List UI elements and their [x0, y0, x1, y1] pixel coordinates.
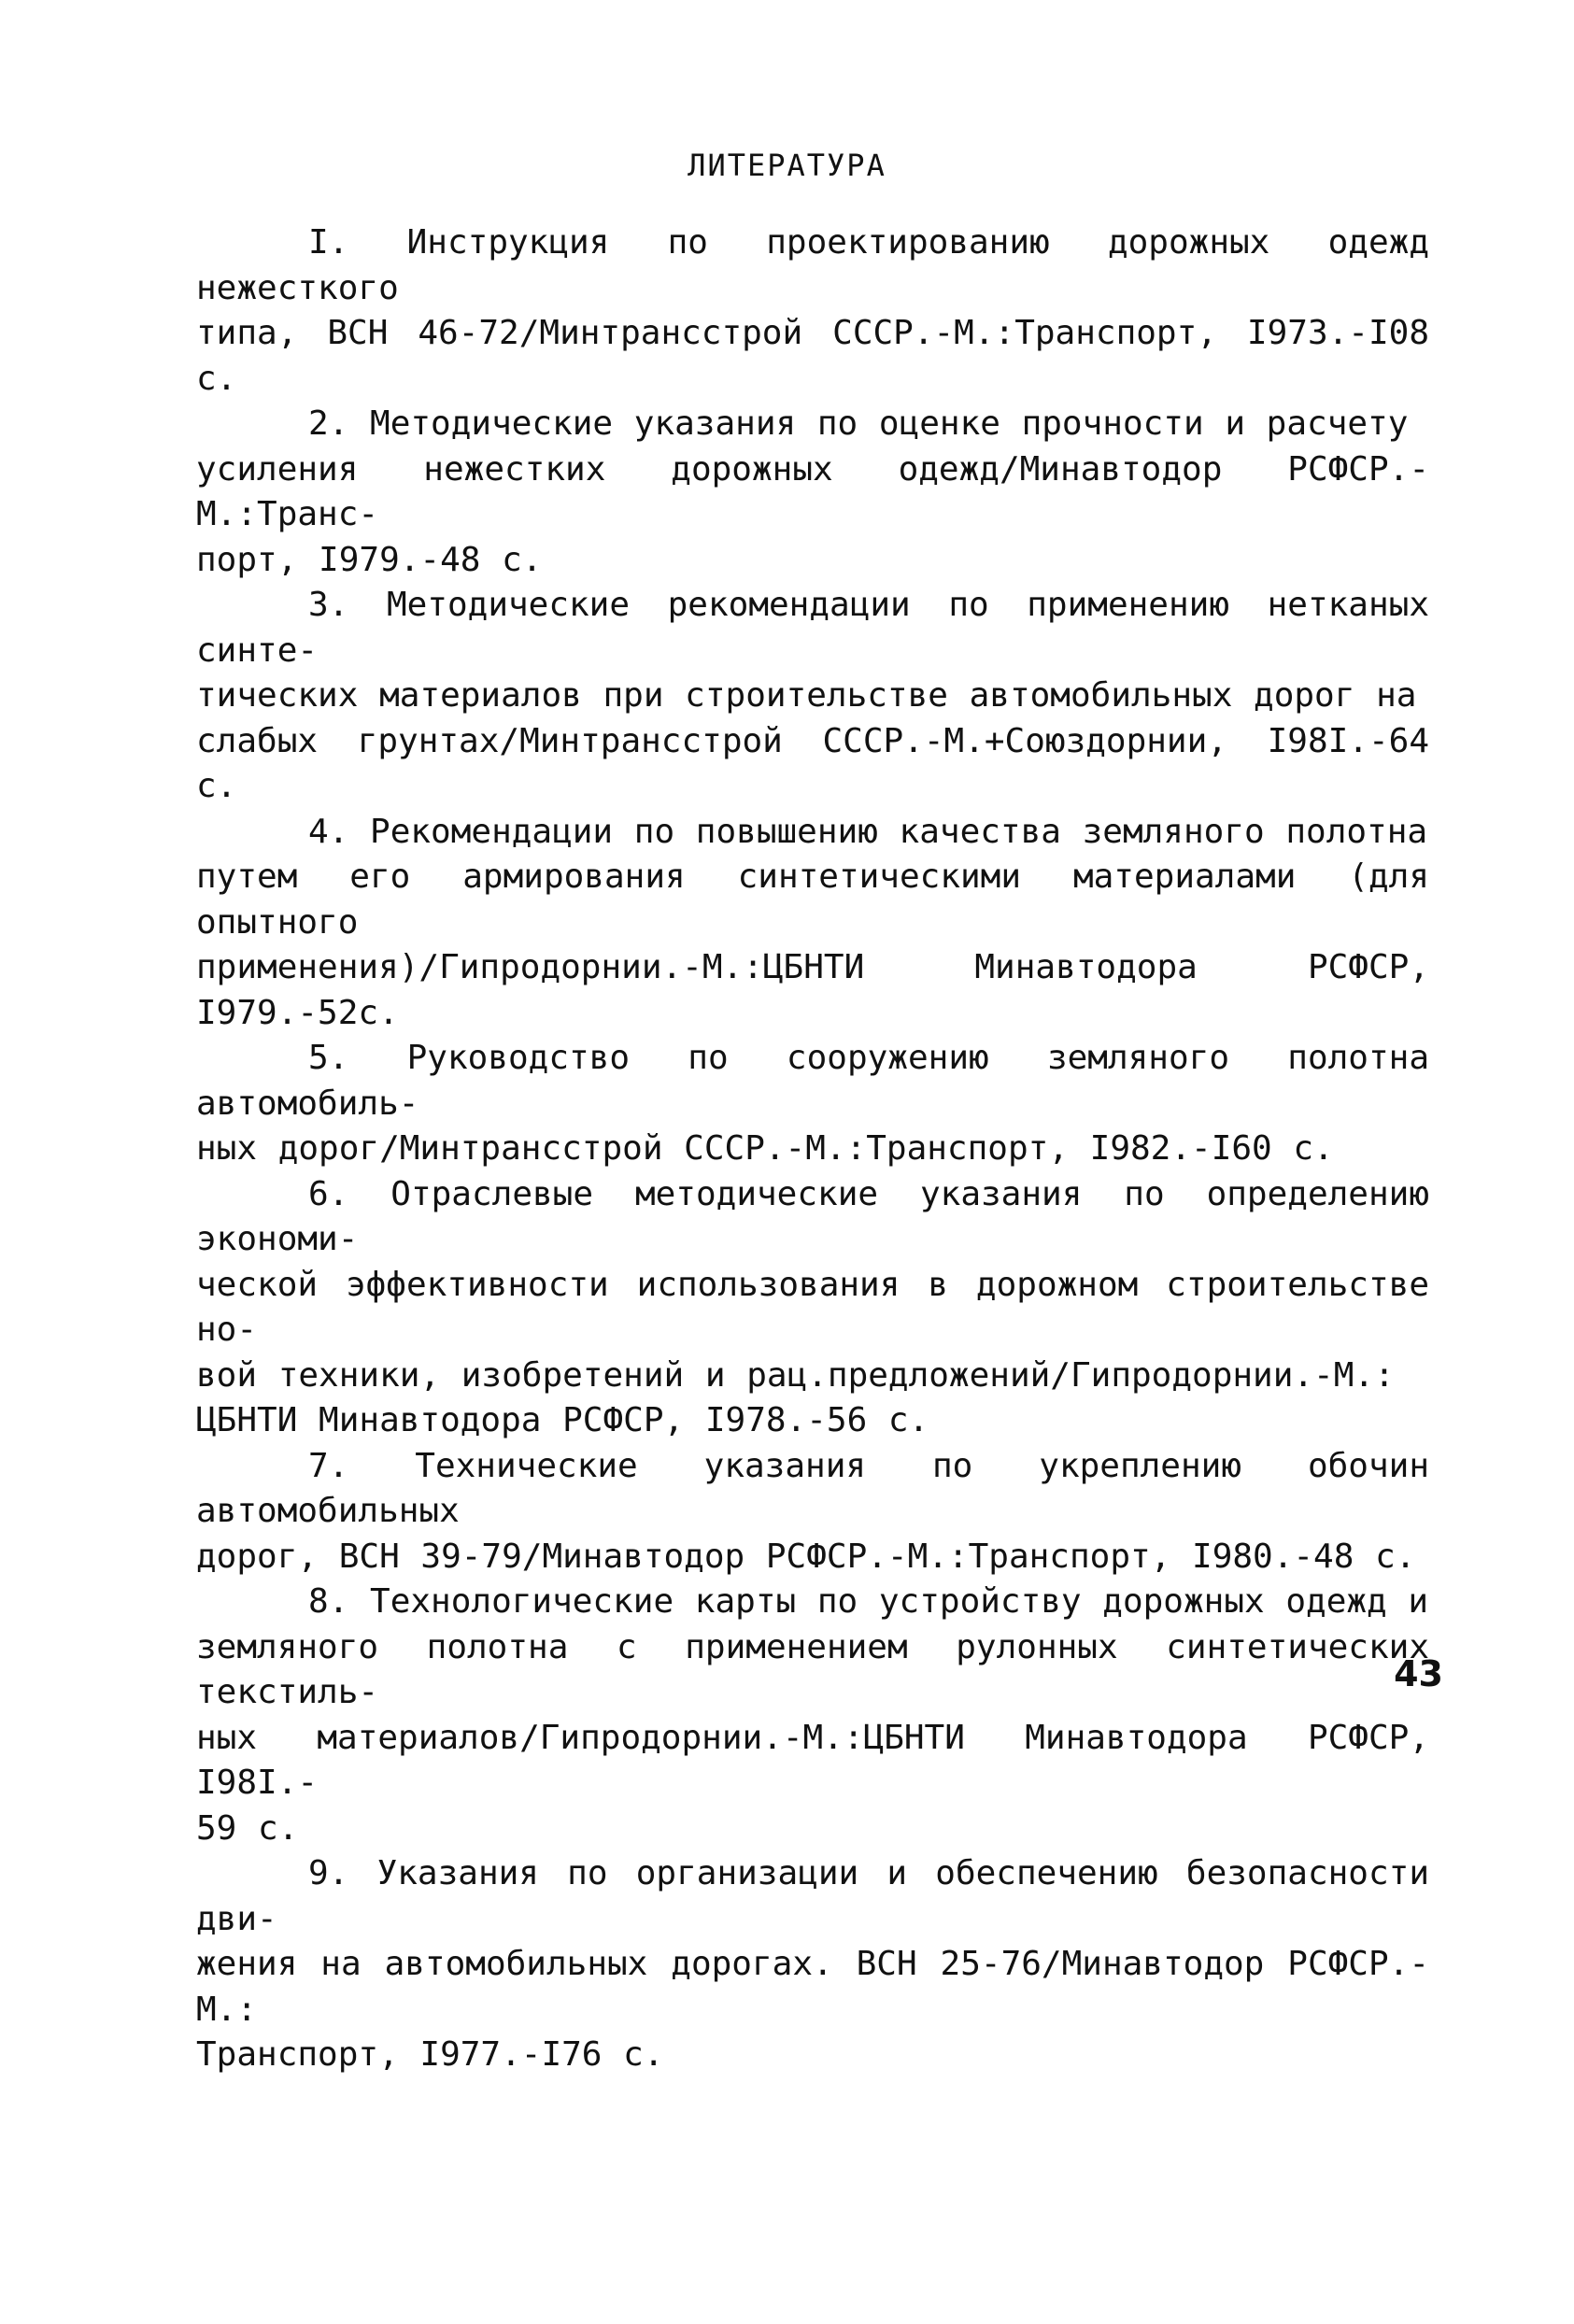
reference-item-3: 3. Методические рекомендации по применению нетканых синте- тических материалов при строительстве автомобильных дорог на слабых грунтах/Минтрансстрой СССР.-М.+Союздорнии, I98I.-64 с.: [196, 586, 1429, 805]
reference-item-4: 4. Рекомендации по повышению качества земляного полотна путем его армирования синтетическими материалами (для опытного применения)/Гипродорнии.-М.:ЦБНТИ Минавтодора РСФСР, I979.-52с.: [196, 812, 1429, 1032]
reference-item-5: 5. Руководство по сооружению земляного полотна автомобиль- ных дорог/Минтрансстрой СССР.-М.:Транспорт, I982.-I60 с.: [196, 1039, 1429, 1168]
reference-item-6: 6. Отраслевые методические указания по определению экономи- ческой эффективности использования в дорожном строительстве но- вой техники, изобретений и рац.предложений/Гипродорнии.-М.: ЦБНТИ Минавтодора РСФСР, I978.-56 с.: [196, 1174, 1429, 1439]
page-number: 43: [1394, 1653, 1443, 1694]
reference-item-9: 9. Указания по организации и обеспечению безопасности дви- жения на автомобильных дорогах. ВСН 25-76/Минавтодор РСФСР.-М.: Транспорт, I977.-I76 с.: [196, 1854, 1429, 2074]
page-title: ЛИТЕРАТУРА: [688, 148, 886, 183]
reference-item-2: 2. Методические указания по оценке прочности и расчету усиления нежестких дорожных одежд/Минавтодор РСФСР.-М.:Транс- порт, I979.-48 с.: [196, 404, 1429, 579]
reference-item-8: 8. Технологические карты по устройству дорожных одежд и земляного полотна с применением рулонных синтетических текстиль- ных материалов/Гипродорнии.-М.:ЦБНТИ Минавтодора РСФСР, I98I.- 59 с.: [196, 1582, 1429, 1848]
reference-item-1: I. Инструкция по проектированию дорожных одежд нежесткого типа, ВСН 46-72/Минтрансстрой СССР.-М.:Транспорт, I973.-I08 с.: [196, 223, 1429, 398]
reference-item-7: 7. Технические указания по укреплению обочин автомобильных дорог, ВСН 39-79/Минавтодор РСФСР.-М.:Транспорт, I980.-48 с.: [196, 1446, 1429, 1576]
reference-list: [196, 220, 1429, 2078]
